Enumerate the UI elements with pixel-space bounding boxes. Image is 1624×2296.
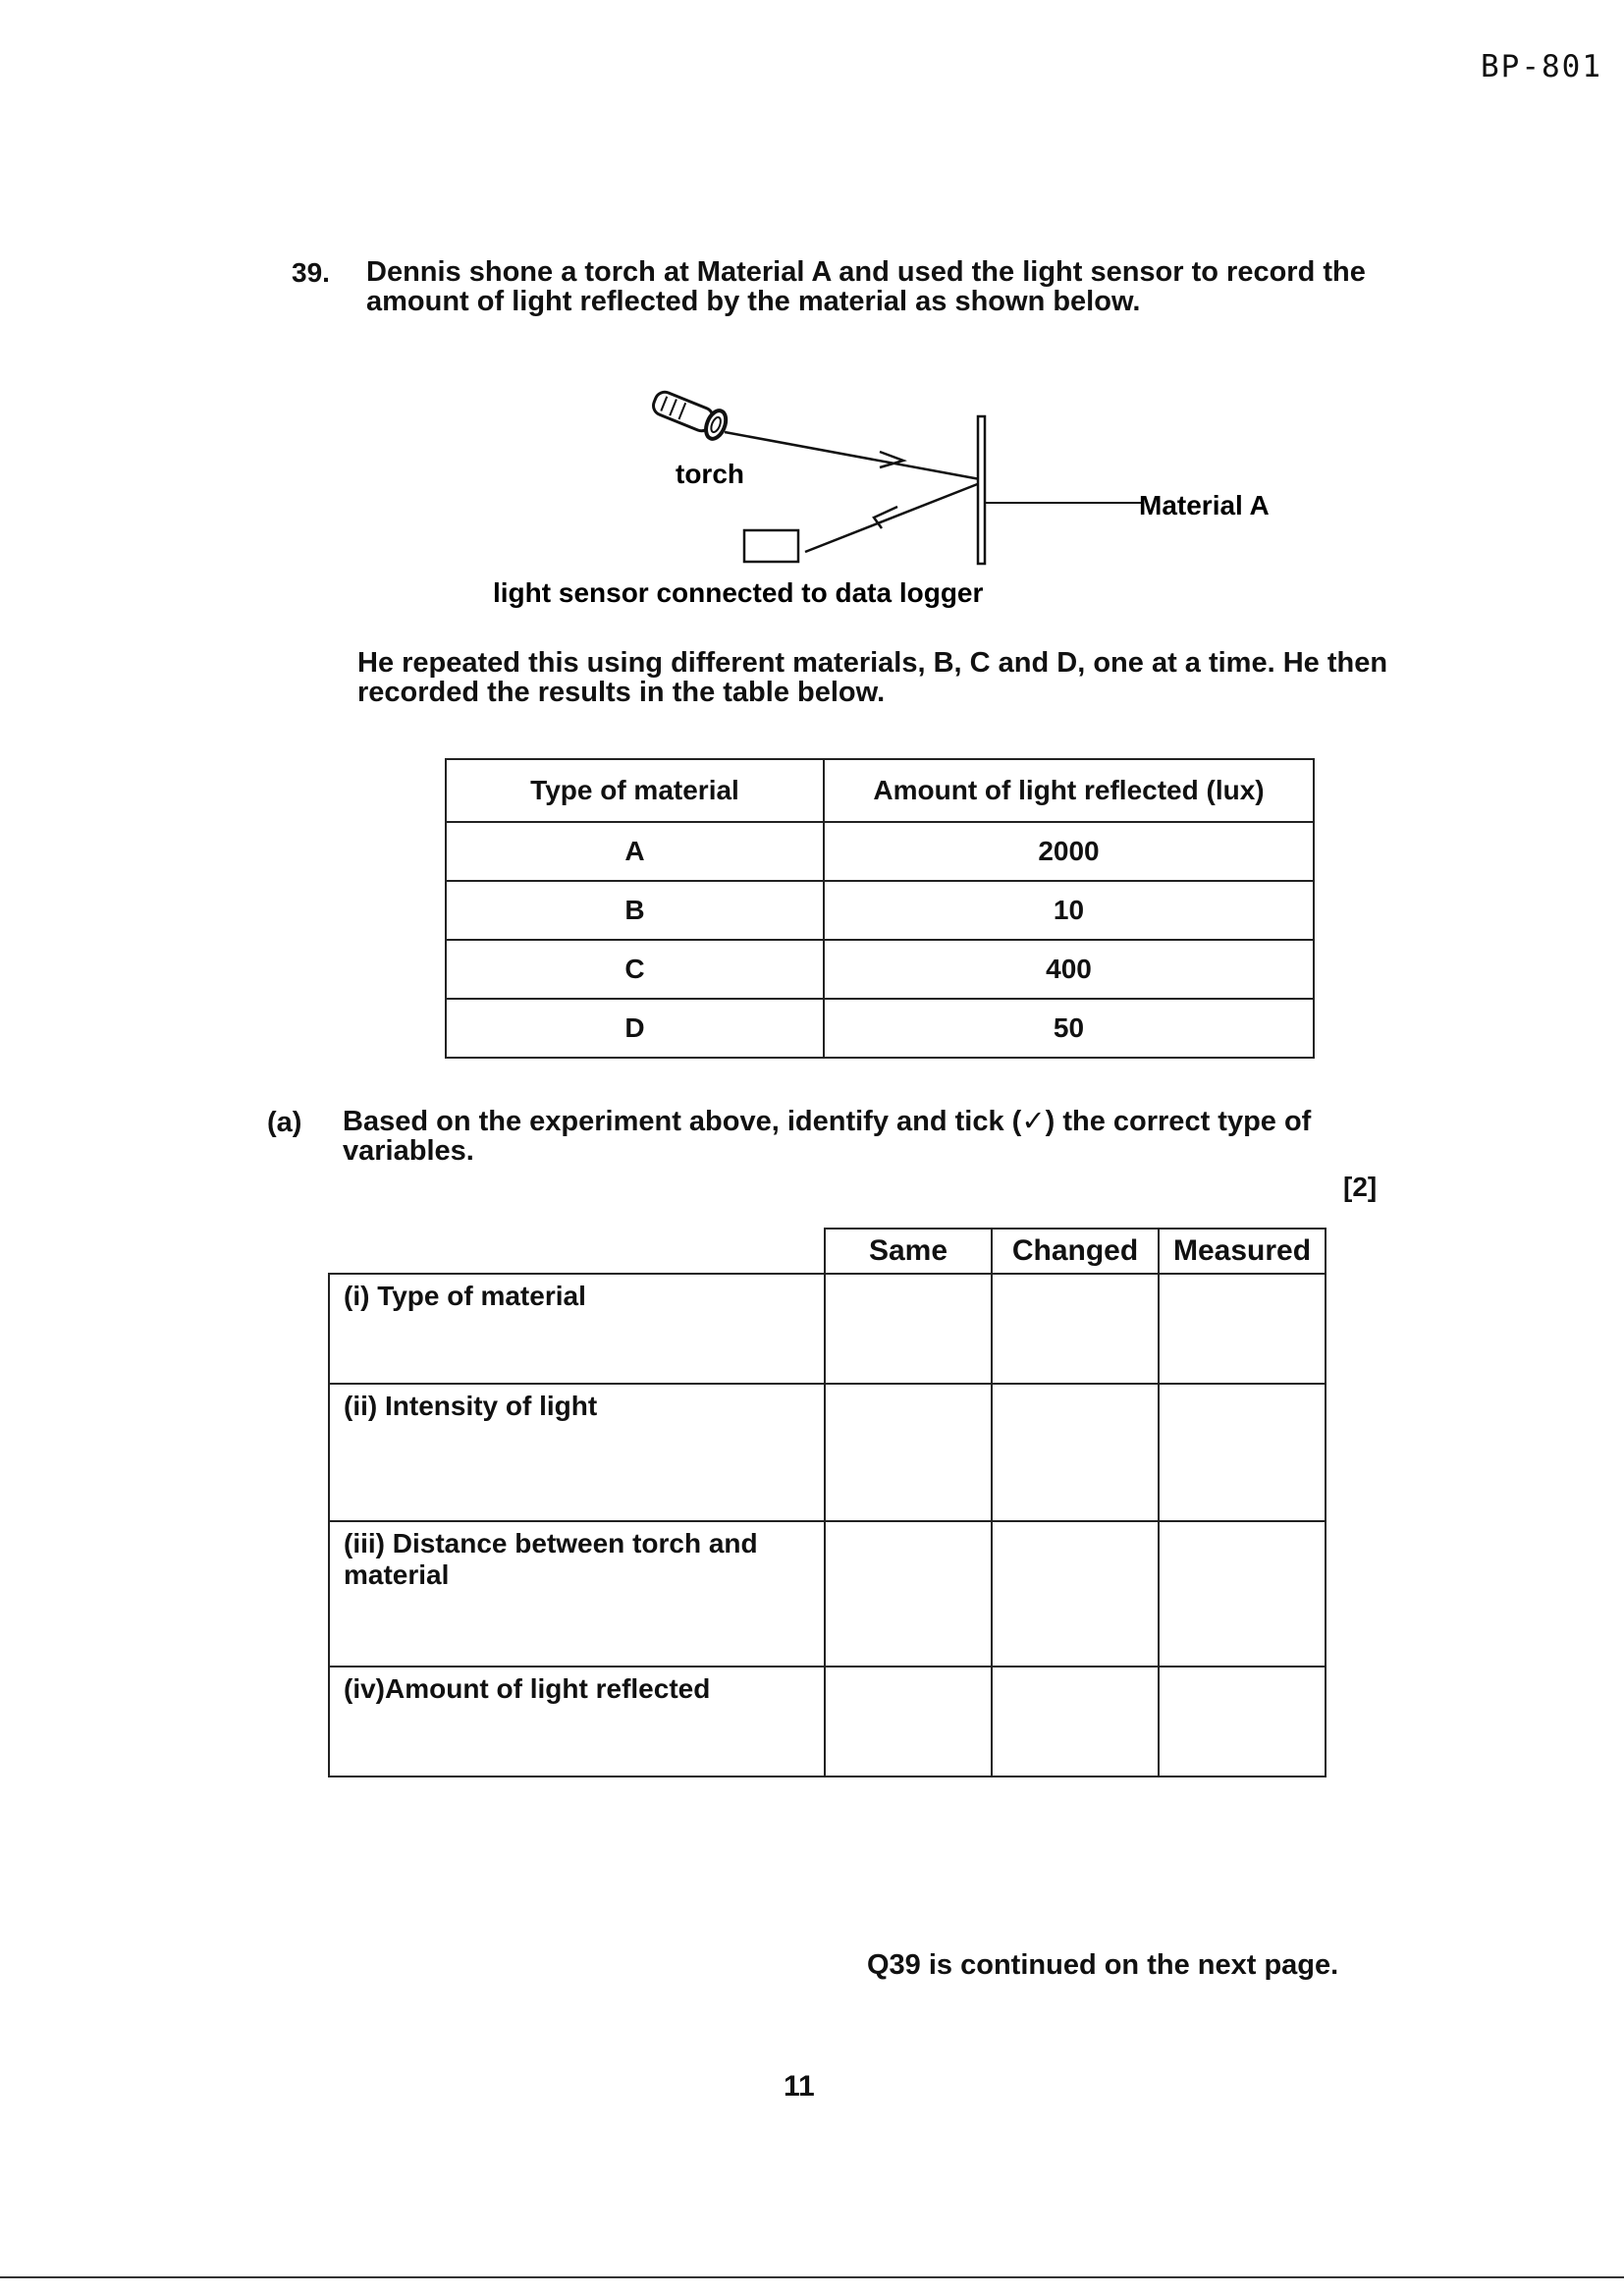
lux-cell: 50: [824, 999, 1314, 1058]
table-row: [446, 881, 1314, 940]
results-header-row: [446, 759, 1314, 822]
table-row: [446, 822, 1314, 881]
tick-box-measured[interactable]: [1159, 1274, 1326, 1384]
continued-note: Q39 is continued on the next page.: [867, 1949, 1339, 1981]
material-label: Material A: [1139, 490, 1270, 520]
results-table: [445, 758, 1315, 1059]
lux-cell: 2000: [824, 822, 1314, 881]
bottom-divider: [0, 2276, 1624, 2278]
tick-box-same[interactable]: [825, 1274, 992, 1384]
variable-row-amount-of-light: [329, 1667, 1326, 1777]
header-changed: Changed: [992, 1229, 1159, 1274]
tick-box-changed[interactable]: [992, 1274, 1159, 1384]
header-measured: Measured: [1159, 1229, 1326, 1274]
part-a-instruction: Based on the experiment above, identify and tick (✓) the correct type of variables.: [343, 1106, 1312, 1167]
header-type-of-material: Type of material: [446, 759, 824, 822]
incident-ray: [725, 432, 980, 479]
tick-box-changed[interactable]: [992, 1384, 1159, 1521]
torch-icon: [649, 386, 730, 441]
variable-label: (iv)Amount of light reflected: [329, 1667, 825, 1777]
tick-box-measured[interactable]: [1159, 1667, 1326, 1777]
tick-box-changed[interactable]: [992, 1521, 1159, 1667]
torch-label: torch: [676, 459, 744, 489]
material-cell: C: [446, 940, 824, 999]
material-cell: D: [446, 999, 824, 1058]
header-same: Same: [825, 1229, 992, 1274]
variables-table: [328, 1228, 1326, 1777]
question-number: 39.: [292, 257, 330, 288]
table-row: [446, 999, 1314, 1058]
variable-row-type-of-material: [329, 1274, 1326, 1384]
experiment-diagram: [471, 373, 1296, 629]
variable-label: (iii) Distance between torch and material: [329, 1521, 825, 1667]
sensor-label: light sensor connected to data logger: [493, 577, 984, 608]
material-cell: B: [446, 881, 824, 940]
variables-header-row: [329, 1229, 1326, 1274]
tick-box-same[interactable]: [825, 1521, 992, 1667]
tick-box-measured[interactable]: [1159, 1384, 1326, 1521]
part-a-label: (a): [267, 1107, 302, 1138]
page-number: 11: [784, 2070, 815, 2103]
lux-cell: 10: [824, 881, 1314, 940]
tick-box-changed[interactable]: [992, 1667, 1159, 1777]
paper-code: BP-801: [1481, 49, 1602, 84]
question-intro: Dennis shone a torch at Material A and used the light sensor to record the amount of light reflected by the material as shown below.: [366, 256, 1366, 317]
variable-label: (ii) Intensity of light: [329, 1384, 825, 1521]
variable-row-distance: [329, 1521, 1326, 1667]
reflected-ray: [805, 483, 980, 552]
light-sensor-icon: [744, 530, 798, 562]
material-a-surface: [978, 416, 985, 564]
header-amount-of-light: Amount of light reflected (lux): [824, 759, 1314, 822]
table-row: [446, 940, 1314, 999]
variable-row-intensity-of-light: [329, 1384, 1326, 1521]
part-a-marks: [2]: [1343, 1172, 1378, 1202]
variable-label: (i) Type of material: [329, 1274, 825, 1384]
tick-box-same[interactable]: [825, 1384, 992, 1521]
lux-cell: 400: [824, 940, 1314, 999]
tick-box-measured[interactable]: [1159, 1521, 1326, 1667]
material-cell: A: [446, 822, 824, 881]
repeat-text: He repeated this using different materials, B, C and D, one at a time. He then recorded the results in the table below.: [357, 647, 1388, 708]
tick-box-same[interactable]: [825, 1667, 992, 1777]
header-spacer: [329, 1229, 825, 1274]
